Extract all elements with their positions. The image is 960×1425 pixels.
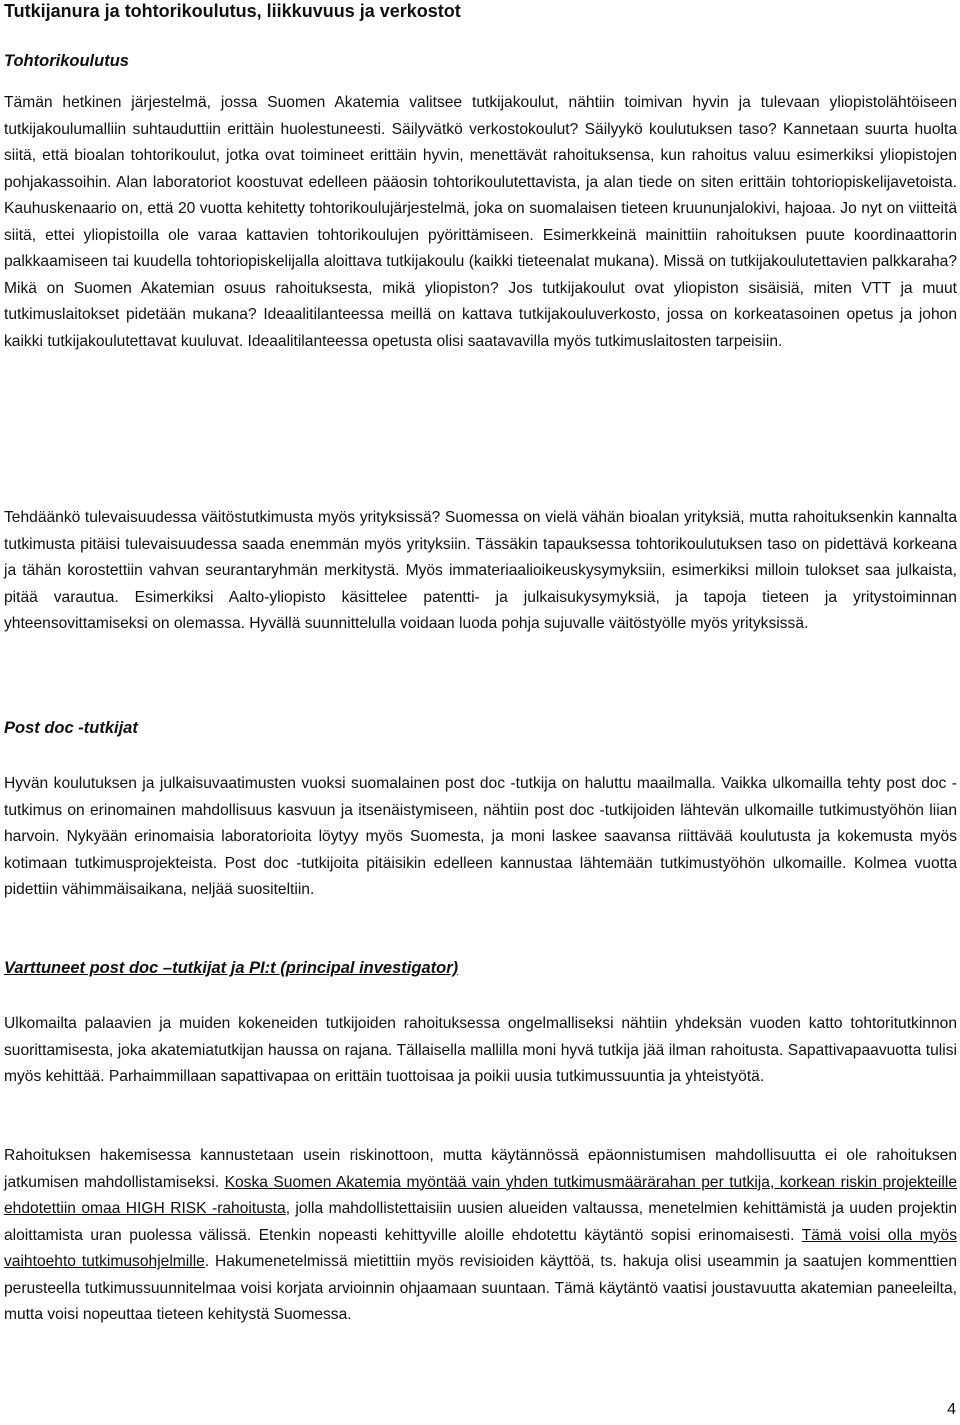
paragraph-text-part: . Hakumenetelmissä mietittiin myös revisioiden käyttöä, ts. hakuja olisi useammin ja saatujen kommenttien perusteella tutkimussuunnitelmaa voisi korjata arvioinnin ohjaamaan suuntaan. Tämä käytäntö vaatisi joustavuutta akatemian paneeleilta, mutta voisi nopeuttaa tieteen kehitystä Suomessa. xyxy=(4,1253,957,1323)
paragraph-post-doc: Hyvän koulutuksen ja julkaisuvaatimusten vuoksi suomalainen post doc -tutkija on haluttu maailmalla. Vaikka ulkomailla tehty post doc -tutkimus on erinomainen mahdollisuus kasvuun ja itsenäistymiseen, nähtiin post doc -tutkijoiden lähtevän ulkomaille tutkimustyöhön liian harvoin. Nykyään erinomaisia laboratorioita löytyy myös Suomesta, ja moni laskee saavansa riittävää koulutusta ja kokemusta myös kotimaan tutkimusprojekteista. Post doc -tutkijoita pitäisikin edelleen kannustaa lähtemään tutkimustyöhön ulkomaille. Kolmea vuotta pidettiin vähimmäisaikana, neljää suositeltiin. xyxy=(4,775,957,898)
paragraph-tohtorikoulutus-2: Tehdäänkö tulevaisuudessa väitöstutkimusta myös yrityksissä? Suomessa on vielä vähän bioalan yrityksiä, mutta rahoituksenkin kannalta tutkimusta pitäisi tulevaisuudessa saada enemmän myös yrityksiin. Tässäkin tapauksessa tohtorikoulutuksen taso on pidettävä korkeana ja tähän korostettiin vahvan seurantaryhmän merkitystä. Myös immateriaalioikeuskysymyksiin, esimerkiksi milloin tulokset saa julkaista, pitää varautua. Esimerkiksi Aalto-yliopisto käsittelee patentti- ja julkaisukysymyksiä, ja tapoja tieteen ja yritystoiminnan yhteensovittamiseksi on olemassa. Hyvällä suunnittelulla voidaan luoda pohja sujuvalle väitöstyölle myös yrityksissä. xyxy=(4,509,957,632)
paragraph-varttuneet-1: Ulkomailta palaavien ja muiden kokeneiden tutkijoiden rahoituksessa ongelmalliseksi nähtiin yhdeksän vuoden katto tohtoritutkinnon suorittamisesta, joka akatemiatutkijan haussa on rajana. Tällaisella mallilla moni hyvä tutkija jää ilman rahoitusta. Sapattivapaavuotta tulisi myös kehittää. Parhaimmillaan sapattivapaa on erittäin tuottoisaa ja poikii uusia tutkimussuuntia ja yhteistyötä. xyxy=(4,1015,957,1085)
section-heading-tohtorikoulutus: Tohtorikoulutus xyxy=(4,52,129,70)
underlined-proposal-high-risk: Koska Suomen Akatemia myöntää vain yhden tutkimusmäärärahan per tutkija, korkean riskin projekteille ehdotettiin omaa HIGH RISK -rahoitusta xyxy=(4,1173,957,1217)
document-title: Tutkijanura ja tohtorikoulutus, liikkuvuus ja verkostot xyxy=(4,1,461,21)
paragraph-tohtorikoulutus-1: Tämän hetkinen järjestelmä, jossa Suomen Akatemia valitsee tutkijakoulut, nähtiin toimivan hyvin ja tulevaan yliopistolähtöiseen tutkijakoulumalliin suhtauduttiin erittäin huolestuneesti. Säilyvätkö verkostokoulut? Säilyykö koulutuksen taso? Kannetaan suurta huolta siitä, että bioalan tohtorikoulut, jotka ovat toimineet erittäin hyvin, menettävät rahoituksensa, kun rahoitus valuu esimerkiksi yliopistojen pohjakassoihin. Alan laboratoriot koostuvat edelleen pääosin tohtorikoulutettavista, ja alan tiede on siten erittäin tohtoriopiskelijavetoista. Kauhuskenaario on, että 20 vuotta kehitetty tohtorikoulujärjestelmä, joka on suomalaisen tieteen kruununjalokivi, hajoaa. Jo nyt on viitteitä siitä, ettei yliopistoilla ole varaa kattavien tohtorikoulujen pyörittämiseen. Esimerkkeinä mainittiin rahoituksen puute koordinaattorin palkkaamiseen tai kuudella tohtoriopiskelijalla aloittava tutkijakoulu (kaikki tieteenalat mukana). Missä on tutkijakoulutettavien palkkaraha? Mikä on Suomen Akatemian osuus rahoituksesta, mikä yliopiston? Jos tutkijakoulut ovat yliopiston sisäisiä, miten VTT ja muut tutkimuslaitokset pidetään mukana? Ideaalitilanteessa meillä on kattava tutkijakouluverkosto, jossa on korkeatasoinen opetus ja johon kaikki tutkijakoulutettavat kuuluvat. Ideaalitilanteessa opetusta olisi saatavavilla myös tutkimuslaitosten tarpeisiin. xyxy=(4,94,957,350)
paragraph-text-part: , jolla mahdollistettaisiin uusien alueiden valtaussa, menetelmien kehittämistä ja uuden projektin aloittamista uran puolessa välissä. Etenkin nopeasti kehittyville aloille ehdotettu käytäntö sopisi erinomaisesti. xyxy=(4,1200,958,1244)
section-heading-varttuneet: Varttuneet post doc –tutkijat ja PI:t (principal investigator) xyxy=(4,959,459,977)
underlined-proposal-alternative: Tämä voisi olla myös vaihtoehto tutkimusohjelmille xyxy=(4,1226,957,1270)
section-heading-post-doc: Post doc -tutkijat xyxy=(4,719,138,737)
paragraph-text-part: Rahoituksen hakemisessa kannustetaan usein riskinottoon, mutta käytännössä epäonnistumisen mahdollisuutta ei ole rahoituksen jatkumisen mahdollistamiseksi. xyxy=(4,1147,957,1191)
paragraph-varttuneet-2 xyxy=(4,1143,957,1329)
page-number: 4 xyxy=(947,1401,956,1418)
